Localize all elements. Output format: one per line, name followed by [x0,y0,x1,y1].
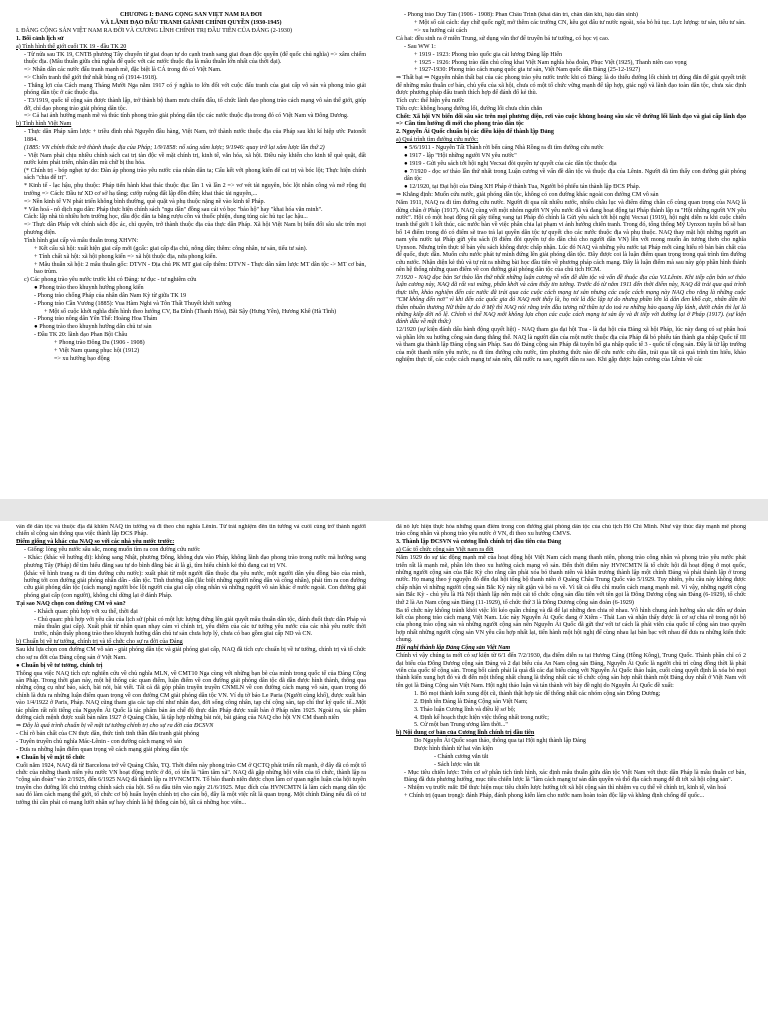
paragraph: b) Chuẩn bị về tư tưởng, chính trị và tổ chức cho sự ra đời của Đảng [16,639,183,646]
paragraph: - Chủ quan: phù hợp với yêu cầu của lịch sử (phải có một lực lượng đứng lên giải quyết mâu thuẫn dân tộc, đánh đuổi thực dân Pháp và mâu thuẫn giai cấp). Xuất phát từ nhân quan nhạy cảm vì chính trị, yêu điểm của các tư tưởng yêu nước của các nhà yêu nước thời trước, nhận thấy phong trào theo khuynh hướng dân chủ tư sản chưa hợp lý, chưa có bao gồm giai cấp ND và CN. [34,616,366,638]
paragraph: 5. Cử một ban Trung ương lâm thời..." [414,722,508,729]
paragraph: Thông qua việc NAQ tích cực nghiên cứu về chủ nghĩa MLN, về CMT10 Nga cùng với những bạn bè của mình trong quốc tế của Đảng Cộng sản Pháp. Trong thời gian này, một hệ thống các quan điểm, luận điểm về con đường giải phóng dân tộc đã dần được hình thành, thông qua những cộng cụ như báo, sách, bài nói, bài viết. Tất cả đã góp phần truyền truyền CNMLN về con đường cách mạng vô sản, quan trọng đó chính là đưa ra những luận điểm quan trọng về con đường CM giải phóng dân tộc VN. Ví dụ tờ báo Le Paria (Người cùng khổ), được xuất bản vào 1/4/1922 ở Paris, Pháp. NAQ cũng tham gia các tạp chí như nhân đạo, đời sống công nhân, tạp chí cộng sản, tạp chí thư ký quốc tế...Một tác phẩm rất nổi tiếng của Nguyễn Ái Quốc là tác phẩm bản án chế độ thực dân Pháp được xuất bản ở Pháp năm 1925. Ngoài ra, tác phẩm đường cách mệnh được xuất bản năm 1927 ở Quảng Châu, là tập hợp những bài nói, bài giảng của NAQ cho hội VN CM thanh niên [16,670,366,722]
paragraph: - Phong trào nông dân Yên Thế: Hoàng Hoa Thám [34,316,158,323]
paragraph: + 1925 - 1926: Phong trào dân chủ công khai Việt Nam nghĩa hòa đoàn, Phục Việt (1925), Thanh niên cao vọng [414,59,687,66]
paragraph: ● Phong trào theo khuynh hướng dân chủ tư sản [34,324,152,331]
paragraph: => xu hướng cải cách [414,27,467,34]
paragraph: - Tuyên truyền chủ nghĩa Mác-Lênin - con đường cách mạng vô sản [16,738,182,745]
paragraph: => xu hướng bạo động [54,356,110,363]
page-sheet-1 [16,10,752,498]
paragraph: Hội nghị thành lập Đảng Cộng sản Việt Nam [396,645,511,652]
paragraph: - Sau WW 1: [404,43,436,50]
paragraph: - Thắng lợi của Cách mạng Tháng Mười Nga năm 1917 có ý nghĩa to lớn đối với cuộc đấu tranh của giai cấp vô sản và phong trào giải phóng dân tộc ở các thuộc địa. [24,82,366,97]
paragraph: => Chiến tranh thế giới thứ nhất bùng nổ (1914-1918). [24,74,158,81]
paragraph: a) Các tổ chức cộng sản Việt nam ra đời [396,547,494,554]
paragraph: + Việt Nam quang phục hội (1912) [54,348,140,355]
paragraph: + Một số cuộc khởi nghĩa điển hình theo hướng CV, Ba Đình (Thanh Hóa), Bãi Sậy (Hưng Yên), Hương Khê (Hà Tĩnh) [44,308,337,315]
paragraph: 2. Định tên Đảng là Đảng Cộng sản Việt Nam; [414,698,528,705]
paragraph: - Thực dân Pháp xâm lược + triều đình nhà Nguyễn đầu hàng, Việt Nam, trở thành nước thuộc địa của Pháp sau khi kí hiệp ước Patonốt 1884. [24,129,366,143]
paragraph: => Cả hai ảnh hưởng mạnh mẽ và thúc tính phong trào giải phóng dân tộc các nước thuộc địa trong đó có Việt Nam và Đông Dương. [24,113,349,120]
column-left [16,524,366,808]
paragraph: - Đầu TK 20: lãnh đạo Phan Bội Châu [34,332,128,339]
paragraph: - Đưa ra những luận điểm quan trọng về cách mạng giải phóng dân tộc [16,746,189,753]
paragraph: 3. Thành lập ĐCSVN và cương lĩnh chính trị đầu tiên của Đảng [396,539,562,546]
paragraph: Chốt: Xã hội VN biến đổi sâu sắc trên mọi phương diện, rơi vào cuộc khủng hoảng sâu sắc về đường lối lãnh đạo và giai cấp lãnh đạo => Cần tìm hướng đi mới cho phong trào dân tộc [396,113,746,128]
paragraph: - Nhiệm vụ trước mắt: Để thực hiện mục tiêu chiến lược hướng tới xã hội cộng sản thì nhiệm vụ cụ thể về chính trị, kinh tế, văn hoá [404,785,727,792]
paragraph: a) Quá trình tìm đường cứu nước: [396,137,479,144]
paragraph: đã nổ lực hiện thực hóa những quan điểm trong con đường giải phóng dân tộc của chủ tịch Hồ Chí Minh. Như vậy thúc đẩy mạnh mẽ phong trào công nhân và phong trào yêu nước ở VN, đi theo xu hướng CMVS. [396,524,746,538]
paragraph: + Chính trị (quan trọng): đánh Pháp, đánh phong kiến làm cho nước nam hoàn toàn độc lập và khẳng định chống đế quốc... [404,793,705,800]
paragraph: ● 7/1920 - đọc sơ thảo lần thứ nhất trong Luận cương về vấn đề dân tộc và thuộc địa của Lênin. Người đã tìm thấy con đường giải phóng dân tộc [404,168,746,183]
paragraph: Năm 1911, NAQ ra đi tìm đường cứu nước. Người đi qua rất nhiều nước, nhiều châu lục và điểm dừng chân cố cùng quan trọng của NAQ là dừng chân ở Pháp (1917). NAQ cùng với một nhóm người VN yêu nước đã và đang hoạt động tại Pháp thành lập ra "Hội những người VN yêu nước". Hội có một hoạt động rất gây tiếng vang tại Pháp đó chính là Gửi yêu sách tới hội nghị Vecxai (1919), hội nghị diễn ra khi cuộc chiến tranh thế giới 1 kết thúc, các nước bàn về việc phân chia lại phạm vi ảnh hưởng chiến tranh. Trong đó, tổng thống Mỹ Uynxon tuyên bố sẽ ban bố 14 điểm trong đó có điểm sẽ trao trả lại quyền dân tộc tự quyết cho các nước thuộc địa và phụ thuộc. NAQ thay mặt hội những người an nam yêu nước tại Pháp gửi yêu sách (8 điểm đòi quyền tự do dân chủ cho người dân VN) lên với mong muốn ăn tương thơn cho nghĩa Uynxon. Nhưng trên thực tế bản yêu sách không được chấp nhận. Lúc đó NAQ và những yêu nước tại Pháp mới càng hiểu rõ bản bản chất của đế quốc, thực dân. Muốn cứu nước phát tự mình đứng lên giải phóng dân tộc. Đây được coi là luận điểm quan trọng trong quá trình tìm đường cứu nước. Nhận diện kẻ thù và tự rút ra những bài học đầu tiên về phương pháp cách mạng. Đây là luận điểm mà sau này góp phần hình thành nên hệ thống những quan điểm về con đường giải phóng dân tộc của chủ tịch HCM. [396,200,746,273]
paragraph: - Phong trào chống Pháp của nhân dân Nam Kỳ từ giữa TK 19 [34,292,187,299]
paragraph: - T3/1919, quốc tế cộng sản được thành lập, trở thành bộ tham mưu chiến đấu, tổ chức lãnh đạo phong trào cách mạng vô sản thế giới, giúp đỡ, chỉ đạo phong trào giải phóng dân tộc. [24,98,366,112]
paragraph: + Mâu thuẫn xã hội: 2 mâu thuẫn gốc: DTVN - Địa chủ PK MT giai cấp thêm: DTVN - Thực dân xâm lược MT dân tộc -> MT cơ bản, bao trùm. [34,261,366,275]
paragraph: - Từ nửa sau TK 19, CNTB phương Tây chuyển từ giai đoạn tự do cạnh tranh sang giai đoạn độc quyền (để quốc chủ nghĩa) => xâm chiếm thuộc địa. (Mâu thuẫn giữa chủ nghĩa đế quốc với các nước thuộc địa là mâu thuẫn lớn nhất của thời đại). [24,51,366,66]
paragraph: Cuối năm 1924, NAQ đã từ Barcelona trở về Quảng Châu, TQ. Thời điểm này phong trào CM ở QCTQ phát triển rất mạnh, ở đây đã có một tổ chức của những thanh niên yêu nước VN hoạt động trước ở đó, có tên là "tâm tâm xã". NAQ đã gặp những hội viên của tổ chức, thành lập ra "cộng sản đoàn" vào 2/1925, đến 6/1925 NAQ đã thành lập ra HVNCMTN. Tổ bảo thanh niên được chọn làm cơ quan ngôn luận của hội tuyên truyền cho đường lối chủ trương chính sách của hội. Số ra đầu tiên vào ngày 21/6/1925. Mục đích của HVNCMTN là làm cách mạng dân tộc sau đó làm cách mạng thế giới, tổ chức cơ bộ huấn luyện chính trị cho cán bộ, đây là một việc rất là quan trọng. Một chính Đảng nếu đã có tư tưởng thì cần phải có mạng lưới nhân sự hay chính là hệ thống cán bộ, tất cả những học viên... [16,762,366,806]
page-sheet-2 [16,522,752,1010]
column-right [396,12,746,365]
paragraph: ● 1919 - Gửi yêu sách tới hội nghị Vecxai đòi quyền tự quyết của các dân tộc thuộc địa [404,161,617,168]
paragraph: Điểm giống và khác của NAQ so với các nhà yêu nước trước: [16,539,175,546]
paragraph: VÀ LÃNH ĐẠO ĐẤU TRANH GIÀNH CHÍNH QUYỀN (1930-1945) [100,19,282,26]
paragraph: vấn đề dân tộc và thuộc địa đã khiến NAQ tin tưởng và đi theo chủ nghĩa Lênin. Từ trải nghiệm đến tin tưởng và cuối cùng trở thành người chiến sĩ cộng sản thông qua việc thành lập ĐCS Pháp. [16,524,366,538]
paragraph: Tiêu cực: không hoạng đường lối, đường lối chưa chín chắn [396,106,543,113]
paragraph: - Khách quan: phù hợp với xu thế, thời đại [34,608,138,615]
paragraph: a) Tình hình thế giới cuối TK 19 - đầu TK 20 [16,43,127,50]
paragraph: Cách: lập nhà tù nhiều hơn trường học, dầu độc dân ta bằng rượu cồn và thuốc phiện, dung túng các hủ tục lạc hậu... [24,214,308,221]
paragraph: => Nền kinh tế VN phát triển không bình thường, què quặt và phụ thuộc nặng nề vào kinh tế Pháp. [24,198,266,205]
column-left [16,12,366,364]
paragraph: Tình hình giai cấp và mâu thuẫn trong XHVN: [24,237,139,244]
paragraph: Do Nguyễn Ái Quốc soạn thảo, thông qua tại Hội nghị thành lập Đảng [414,738,586,745]
paragraph: * Văn hoá - nô dịch ngu dân: Pháp thực hiện chính sách "ngu dân" đồng sau cái vỏ bọc "bảo hộ" hay "khai hóa văn minh". [24,206,323,213]
paragraph: 12/1920 (sự kiện đánh dấu hành động quyết liệt) - NAQ tham gia đại hội Tua - là đại hội của Đảng xã hội Pháp, lúc này đang có sự phân hoá và phần lớn xu hướng công sản đang thắng thế. NAQ là người dân của một nước thuộc địa của Pháp đã bỏ phiếu tán thành gia nhập Quốc tế III và tham gia thành lập Đảng cộng sản Pháp. Sau đó Đảng cộng sản Pháp đã tuyên bố gia nhập quốc tế 3 - quốc tế cộng sản. Đây là từ lập trường của một thanh niên yêu nước, ra đi tìm đường cứu nước, tìm phương thức nào để cứu nước cứu dân, trải qua tất cả quá trình tìm hiểu, khảo nghiệm thực tế, các cuộc cách mạng tư sản nên, đất nước ra sao, người dân ra sao. Khi gặp được luận cương của Lênin về các [396,327,746,363]
paragraph: - Mục tiêu chiến lược: Trên cơ sở phân tích tình hình, xác định mâu thuẫn giữa dân tộc Việt Nam với thực dân Pháp là mâu thuẫn cơ bản, Đảng đã đưa phương hướng, mục tiêu chiến lược là "làm cách mạng tư sản dân quyền và thổ địa cách mạng để đi tới xã hội cộng sản". [404,770,746,784]
paragraph: * Kinh tế - lạc hậu, phụ thuộc: Pháp tiến hành khai thác thuộc địa: lần 1 và lần 2 => vơ vét tài nguyên, bóc lột nhân công và mở rộng thị trường => Cách: Đầu tư XD cơ sở hạ tầng; cướp ruộng đất lập đồn điền; khai thác tài nguyên,... [24,183,366,197]
paragraph: + Tính chất xã hội: xã hội phong kiến => xã hội thuộc địa, nửa phong kiến. [34,253,218,260]
paragraph: (* Chính trị - bóp nghẹt tự do: Đàn áp phong trào yêu nước của nhân dân ta; Cấu kết với phong kiến để cai trị và bóc lột; Thực hiện chính sách "chia để trị". [24,167,366,182]
paragraph: ● Chuẩn bị về mặt tổ chức [16,754,85,761]
paragraph: 4. Định kế hoạch thực hiện việc thống nhất trong nước; [414,714,549,721]
paragraph: - Khác: (khác về hướng đi): không sang Nhật, phương Đông, không dựa vào Pháp, không lãnh đạo phong trào trong nước mà hướng sang phương Tây (Pháp) để tìm hiểu đằng sau tự do bình đẳng bác ái là gì, tìm hiểu chính kẻ thù đang cai trị VN. [24,555,366,569]
paragraph: + Kết cấu xã hội: xuất hiện giai cấp mới (gcấc: giai cấp địa chủ, nông dân; thêm: công nhân, tư sản, tiểu tư sản). [34,245,308,252]
paragraph: b) Tình hình Việt Nam [16,121,72,128]
paragraph: I. ĐẢNG CỘNG SẢN VIỆT NAM RA ĐỜI VÀ CƯƠNG LĨNH CHÍNH TRỊ ĐẦU TIÊN CỦA ĐẢNG (2-1930) [16,27,293,34]
paragraph: ⇒ Đây là quá trình chuẩn bị về mặt tư tưởng chính trị cho sự ra đời của ĐCSVN [16,722,214,729]
paragraph: 7/1920 - NAQ đọc bản Sơ thảo lần thứ nhất những luận cương về vấn đề dân tộc và vấn đề thuộc địa của V.I.Lênin. Khi tiếp cận bản sơ thảo luận cương này, NAQ đã rất vui mừng, phấn khởi và cảm thấy tin tưởng. Trước đó từ năm 1911 đến thời điểm này, NAQ đã trải qua quá trình thực tiễn, khảo nghiệm đến các nước đã trải qua các cuộc cách mạng tư sản nhưng các cuộc cách mạng này NAQ cho rằng là những cuộc "CM không đến nơi" vì khi đến các quốc gia đó NAQ mới thấy là, họ nói là độc lập tự do nhưng phần lớn là dân đen khổ cực, nhân dân thì thấm nhuần thương Nữ thần tự do ở Mỹ thì NAQ nói rằng trên đầu tương nữ thần tự do toả ra những hào quang lấp lánh, dưới chân thì lại là những kiếp đời nô lệ. Chính vì thế NAQ mới không lựa chọn các cuộc cách mạng tư sản ấy và đi tiếp với đường lại ở Pháp (1917). (sự kiện đánh dấu về mặt thức) [396,274,746,326]
paragraph: ⇒ Thất bại ⇒ Nguyên nhân thất bại của các phong trào yêu nước trước khi có Đảng: là do thiếu đường lối chính trị đúng đắn để giải quyết triệt để những mâu thuẫn cơ bản, chủ yếu của xã hội, chưa có một tổ chức vững mạnh để tập hợp, giác ngộ và lãnh đạo toàn dân tộc, chưa xác định được phương pháp đấu tranh thích hợp để đánh đổ kẻ thù. [396,75,746,97]
paragraph: ● Phong trào theo khuynh hướng phong kiến [34,284,144,291]
paragraph: + Một số cải cách: dạy chữ quốc ngữ, mở thêm các trường CN, kêu gọi đấu tư nước ngoài, xóa bỏ hủ tục. Lực lượng: tư sản, tiểu tư sản. [414,19,746,26]
paragraph: - Việt Nam phải chịu nhiều chính sách cai trị tàn độc về mặt chính trị, kinh tế, văn hóa, xã hội. Điều này khiến cho kinh tế què quặt, đất nước kém phát triển, nhân dân mù chữ bị thu hóa. [24,152,366,167]
paragraph: ⇒ Khẳng định: Muốn cứu nước, giải phóng dân tộc, không có con đường khác ngoài con đường CM vô sản [396,192,659,199]
paragraph: Sau khi lựa chọn con đường CM vô sản - giải phóng dân tộc và giải phóng giai cấp, NAQ đã tích cực chuẩn bị về tư tưởng, chính trị và tổ chức cho sự ra đời của Đảng cộng sản ở Việt Nam. [16,647,366,661]
paragraph: 3. Thảo luận Cương lĩnh và điều lệ sơ bộ; [414,706,516,713]
paragraph: Cả hai: đều sinh ra ở miền Trung, sử dụng văn thơ để truyền bá tư tưởng, có học vị cao. [396,35,610,42]
paragraph: - Phong trào Duy Tân (1906 - 1908): Phan Châu Trinh (khai dân trí, chấn dân khí, hậu dân sinh) [404,12,638,18]
paragraph: b) Nội dung cơ bản của Cương lĩnh chính trị đầu tiên [396,730,535,737]
paragraph: Chính vì vậy chúng ta mới có sự kiện từ 6/1 đến 7/2/1930, địa điểm diễn ra tại Hương Cảng (Hồng Kông), Trung Quốc. Thành phần chỉ có 2 đại biểu của Đông Dương cộng sản Đảng và 2 đại biểu của An Nam cộng sản Đảng, Nguyễn Ái Quốc là người chủ trì cũng đồng thời là phái viên của quốc tế cộng sản. Trong bối cảnh phải là quả đã các đại biểu cùng với Nguyễn Ái Quốc thảo luận, cuối cùng quyết định là xóa bỏ mọi thành kiến xung hợt đó và đi đến một thống nhất chung là thống nhất các tổ chức cộng sản hợp nhất thành một Đảng duy nhất ở Việt Nam với tên gọi là Đảng Cộng sản Việt Nam. Hội nghị thảo luận và tán thành với bảy đề nghị do Nguyễn Ái Quốc đề xuất: [396,653,746,689]
paragraph: 1. Bối cảnh lịch sử [16,35,64,42]
paragraph: => Nhân dân các nước đấu tranh mạnh mẽ, đặc biệt là CÁ trong đó có Việt Nam. [24,66,222,73]
paragraph: Năm 1929 do sự tác động mạnh mẽ của hoạt động hội Việt Nam cách mạng thanh niên, phong trào công nhân và phong trào yêu nước phát triển rất là mạnh mẽ, phần lớn theo xu hướng cách mạng vô sản. Đến thời điểm này HVNCMTN là tổ chức hội đã hoạt động ở mọi quốc, những người cộng sản của Bắc Kỳ cho rằng cần phải xóa bỏ thanh niên và khẩn trương thành lập một chính Đảng và phải thành lập ở trong nước. Họ mang theo ý nguyện đó đến đại hội tổng bộ thanh niên ở Quảng Châu Trung Quốc vào 5/1929. Tuy nhiên, yêu cầu này không được chấp nhận vì những người cộng sản Bắc Kỳ này rất giận và bỏ ra về. Vì tất cả đều chỉ muốn cách mạng mạnh mẽ. Vì vậy, những người cộng sản Bắc Kỳ - chủ yếu là Hà Nội thành lập nên một cái tổ chức cộng sản đầu tiên với tên gọi là Đông Dương cộng sản Đảng (6-1929), tổ chức thứ 2 là An Nam cộng sản Đảng (11-1929), tổ chức thứ 3 là Đông Dương cộng sản đoàn (6-1929) [396,555,746,606]
paragraph: Được hình thành từ hai văn kiện [414,746,493,753]
paragraph: Tích cực: thể hiện yêu nước [396,98,465,105]
paragraph: CHƯƠNG I: ĐẢNG CỘNG SẢN VIỆT NAM RA ĐỜI [119,12,263,18]
paragraph: ● Chuẩn bị về tư tưởng, chính trị [16,662,103,669]
paragraph: Tại sao NAQ chọn con đường CM vô sản? [16,600,126,607]
paragraph: ● 5/6/1911 - Nguyễn Tất Thành rời bến cảng Nhà Rồng ra đi tìm đường cứu nước [404,145,604,152]
paragraph: + Phong trào Đông Du (1906 - 1908) [54,340,145,347]
paragraph: - Phong trào Cần Vương (1885): Vua Hàm Nghi và Tôn Thất Thuyết khởi xướng [34,300,232,307]
page-separator [0,499,768,521]
paragraph: (khác về hình trang ra đi tìm đường cứu nước): xuất phát từ một người dân thuộc địa yêu nước, một người dân yêu đồng bào của mình, hướng tới con đường giải phóng nhân dân - dân tộc. Tinh thương dân (lắc biệt những người nông dân và công nhân), phải tìm ra con đường cứu giải phóng dân tộc (cách mạng) người bóc lột người của giai cấp công nhân và những người vô sản khác ở nước ngoài. Con đường giải phóng giai cấp (con người), không chỉ dừng lại ở đánh Pháp. [24,570,366,599]
paragraph: - Chánh cương vắn tắt [434,754,489,761]
paragraph: => Thực dân Pháp với chính sách độc ác, chỉ quyền, trở thành thuộc địa của thực dân Pháp. Xã hội Việt Nam bị biến đổi sâu sắc trên mọi phương diện. [24,222,366,236]
paragraph: Ba tổ chức này không tránh khỏi việc lôi kéo quần chúng và đã để lại những đen chia rẽ nhau. Vô hình chung ảnh hưởng sâu sắc đến sự đoàn kết của phong trào cách mạng Việt Nam. Lúc này Nguyễn Ái Quốc đang ở Xiêm - Thái Lan và nhận thấy được là cơ sự chia rẽ trong nội bộ của phong trào cộng sản và những người cộng sản nên Nguyễn Ái Quốc đã gửi thư với tư cách là phái viên của quốc tế cộng sản trao quyền hợp nhất những người cộng sản VN yêu cầu hợp nhất lại, tiến hành một hội nghị để cùng nhau lại bàn bạc với nhau để đưa ra những kiến thức chung. [396,607,746,644]
paragraph: ● 1917 - lập "Hội những người VN yêu nước" [404,153,517,160]
paragraph: - Chỉ rõ bản chất của CN thực dân, thức tỉnh tinh thần đấu tranh giải phóng [16,730,200,737]
paragraph: 1. Bỏ mọi thành kiến xung đột cũ, thành thật hợp tác để thống nhất các nhóm cộng sản Đông Dương; [414,690,661,697]
paragraph: - Giống: lòng yêu nước sâu sắc, mong muốn tìm ra con đường cứu nước [24,547,201,554]
paragraph: - Sách lược vắn tắt [434,762,480,769]
paragraph: + 1927-1930: Phong trào cách mạng quốc gia tư sản, Việt Nam quốc dân Đảng (25-12-1927) [414,67,641,74]
paragraph: 2. Nguyễn Ái Quốc chuẩn bị các điều kiện để thành lập Đảng [396,129,554,136]
paragraph: c) Các phong trào yêu nước trước khi có Đảng: tư đục - tư nghiêm cứu [24,276,197,283]
column-right [396,524,746,801]
paragraph: + 1919 - 1923: Phong trào quốc gia cải lương Đảng lập Hiến [414,51,563,58]
paragraph: ● 12/1920, tại Đại hội của Đảng XH Pháp ở thành Tua, Người bỏ phiếu tán thành lập ĐCS Pháp. [404,184,641,191]
paragraph: (1885: VN chính thức trở thành thuộc địa của Pháp; 1/9/1858: nổ súng xâm lược; 9/1946: quay trở lại xâm lược lần thứ 2) [24,144,325,151]
